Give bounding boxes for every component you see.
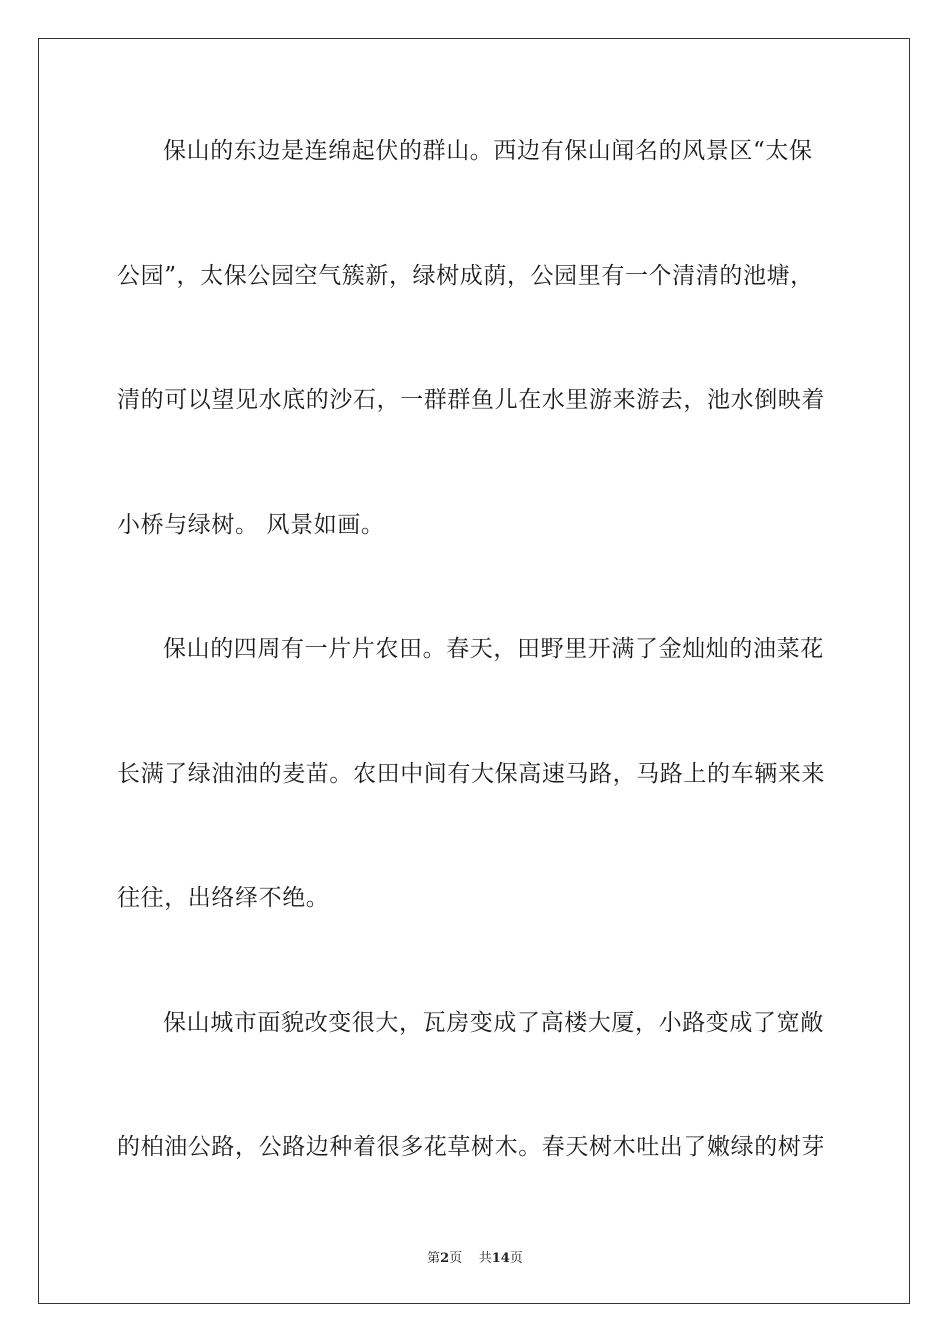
paragraph-1-line-1: 保山的东边是连绵起伏的群山。西边有保山闻名的风景区“太保 [163, 138, 813, 164]
footer-total-suffix: 页 [509, 1251, 523, 1266]
page-footer [0, 1247, 950, 1266]
footer-page-prefix: 第 [427, 1251, 441, 1266]
paragraph-1-line-4: 小桥与绿树。 风景如画。 [117, 512, 385, 538]
footer-page-number: 2 [440, 1251, 450, 1266]
footer-page-suffix: 页 [449, 1251, 463, 1266]
paragraph-1-line-3: 清的可以望见水底的沙石，一群群鱼儿在水里游来游去，池水倒映着 [117, 387, 825, 413]
paragraph-2-line-2: 长满了绿油油的麦苗。农田中间有大保高速马路，马路上的车辆来来 [117, 761, 825, 787]
page-border [38, 38, 910, 1304]
paragraph-3-line-1: 保山城市面貌改变很大，瓦房变成了高楼大厦，小路变成了宽敞 [163, 1010, 824, 1036]
paragraph-1-line-2: 公园”，太保公园空气簇新，绿树成荫，公园里有一个清清的池塘， [117, 263, 814, 289]
footer-total-prefix: 共 [478, 1251, 492, 1266]
paragraph-2-line-3: 往往，出络绎不绝。 [117, 885, 330, 911]
paragraph-3-line-2: 的柏油公路，公路边种着很多花草树木。春天树木吐出了嫩绿的树芽 [117, 1134, 825, 1160]
footer-total-pages: 14 [491, 1251, 510, 1266]
paragraph-2-line-1: 保山的四周有一片片农田。春天，田野里开满了金灿灿的油菜花 [163, 636, 824, 662]
